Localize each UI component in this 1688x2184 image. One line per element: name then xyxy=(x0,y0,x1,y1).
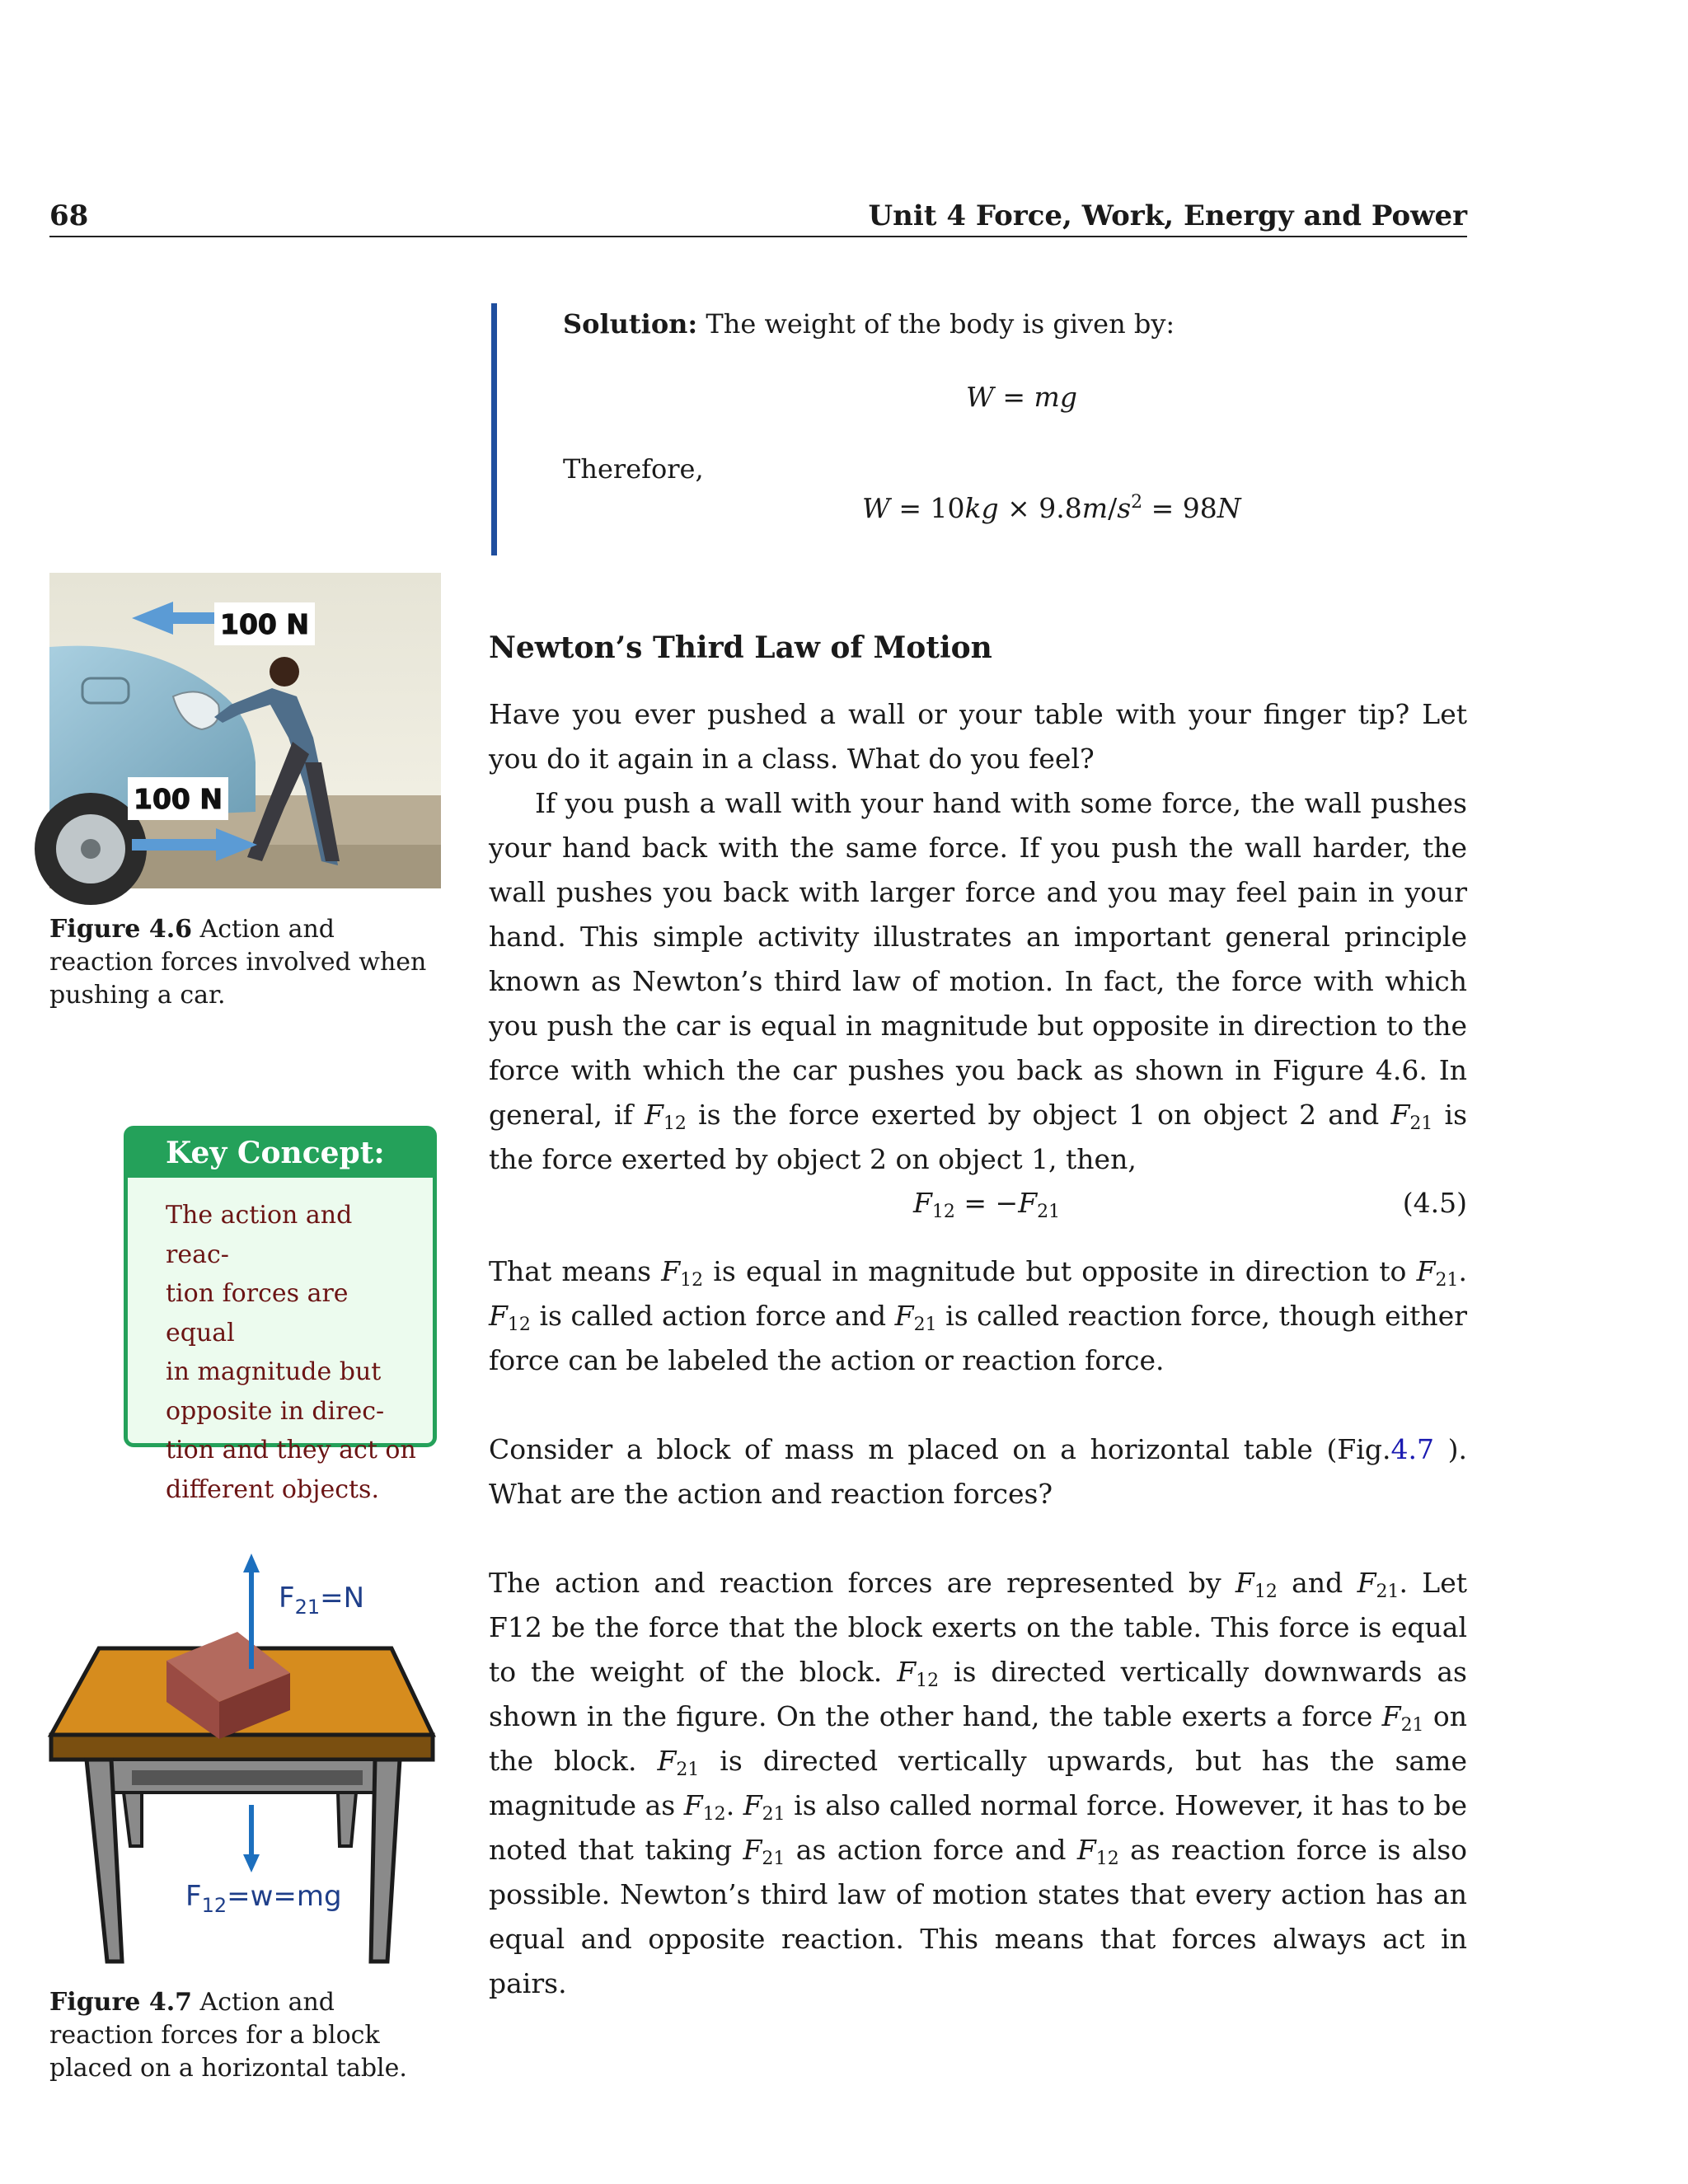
figure-4-7-caption: Figure 4.7 Action and reaction forces for a block placed on a horizontal table. xyxy=(49,1988,407,2083)
key-concept-box xyxy=(124,1126,437,1504)
force-label-top: 100 N xyxy=(220,608,309,640)
equation-number: (4.5) xyxy=(1402,1187,1467,1219)
label-f12-w-mg: $F_{12}=w=mg$ xyxy=(185,1880,342,1917)
paragraph-2: If you push a wall with your hand with some force, the wall pushes your hand back with the same force. If you push the wall harder, the wall pushes you back with larger force and you may feel pain in your hand. This simple activity illustrates an important general principle known as Newton’s third law of motion. In fact, the force with which you push the car is equal in magnitude but opposite in direction to the force with which the car pushes you back as shown in Figure 4.6. In general, if $F_{12}$ is the force exerted by object 1 on object 2 and $F_{21}$ is the force exerted by object 2 on object 1, then, xyxy=(489,787,1468,1175)
equation-4-5: $F_{12} = -F_{21}$ xyxy=(913,1187,1061,1222)
solution-equation-1: W = mg xyxy=(966,381,1077,413)
figure-4-7-link[interactable]: 4.7 xyxy=(1390,1433,1434,1465)
figure-4-6-caption: Figure 4.6 Action and reaction forces involved when pushing a car. xyxy=(49,915,427,1010)
solution-intro xyxy=(563,308,1175,340)
paragraph-1: Have you ever pushed a wall or your table with your finger tip? Let you do it again in a class. What do you feel? xyxy=(489,698,1467,775)
running-head: Unit 4 Force, Work, Energy and Power xyxy=(868,199,1467,232)
solution-equation-2: $W = 10kg \times 9.8m/s^2 = 98N$ xyxy=(862,492,1241,524)
figure-4-6-image xyxy=(49,573,441,888)
key-concept-body: The action and reac- tion forces are equal in magnitude but opposite in direc- tion and they act on different objects. xyxy=(166,1201,416,1504)
paragraph-3: That means $F_{12}$ is equal in magnitude but opposite in direction to $F_{21}$. $F_{12}$ is called action force and $F_{21}$ is called reaction force, though either force can be labeled the action or reaction force. xyxy=(489,1255,1467,1376)
page-number: 68 xyxy=(49,199,89,232)
label-f21-n: $F_{21}=N$ xyxy=(279,1582,365,1619)
figure-4-7-image xyxy=(49,1549,453,1978)
table-block-illustration xyxy=(49,1549,453,1978)
solution-therefore: Therefore, xyxy=(563,453,704,485)
solution-label: Solution: xyxy=(563,308,698,340)
force-label-bottom: 100 N xyxy=(134,783,223,815)
paragraph-4: Consider a block of mass m placed on a horizontal table (Fig.4.7 ). What are the action and reaction forces? xyxy=(489,1433,1467,1510)
solution-bar xyxy=(491,303,497,555)
section-heading: Newton’s Third Law of Motion xyxy=(489,630,992,665)
solution-text: The weight of the body is given by: xyxy=(706,308,1175,340)
key-concept-title: Key Concept: xyxy=(128,1130,433,1178)
car-push-illustration xyxy=(49,573,441,888)
header-rule xyxy=(49,236,1467,237)
paragraph-5: The action and reaction forces are represented by $F_{12}$ and $F_{21}$. Let F12 be the force that the block exerts on the table. This force is equal to the weight of the block. $F_{12}$ is directed vertically downwards as shown in the figure. On the other hand, the table exerts a force $F_{21}$ on the block. $F_{21}$ is directed vertically upwards, but has the same magnitude as $F_{12}$. $F_{21}$ is also called normal force. However, it has to be noted that taking $F_{21}$ as action force and $F_{12}$ as reaction force is also possible. Newton’s third law of motion states that every action has an equal and opposite reaction. This means that forces always act in pairs. xyxy=(489,1567,1468,1999)
